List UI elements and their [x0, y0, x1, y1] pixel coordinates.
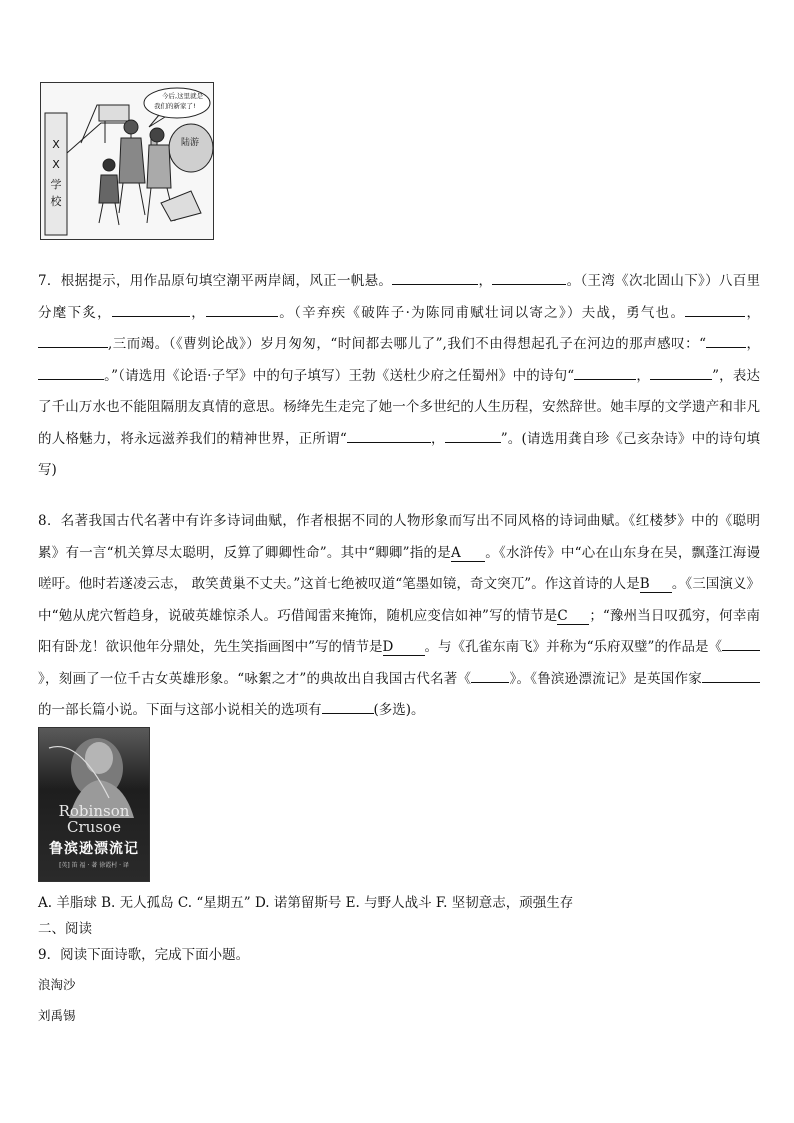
cartoon-school-line4: 校 — [50, 195, 62, 208]
q8-blank-b-label: B — [639, 576, 650, 592]
question-8 — [38, 506, 760, 727]
cartoon-illustration — [40, 82, 214, 240]
q7-text-8: ， — [746, 336, 761, 352]
q8-blank-c[interactable] — [557, 608, 589, 625]
q7-text-6: ， — [745, 304, 761, 321]
cartoon-speech-line2: 我们的新家了! — [154, 102, 196, 110]
q7-text-13: ”。(请选用龚自珍《己亥杂诗》中的诗句填写) — [38, 430, 761, 478]
q8-text-2: 。《水浒传》中“心在山东身在吴，飘蓬江海谩嗟吁。他时若遂凌云志， 敢笑黄巢不丈夫。”这首七绝被叹道“笔墨如镜，奇文突兀”。作这首诗的人是 — [38, 544, 760, 592]
q8-blank-b[interactable] — [640, 576, 672, 593]
q7-blank-6[interactable] — [38, 347, 108, 348]
q7-blank-12[interactable] — [445, 442, 501, 443]
q7-blank-4[interactable] — [206, 316, 278, 317]
book-cover-title-en: Robinson Crusoe — [58, 802, 130, 836]
q7-text-5: 。（辛弃疾《破阵子·为陈同甫赋壮词以寄之》）夫战，勇气也。 — [278, 304, 686, 321]
q7-text-4: ， — [189, 304, 206, 321]
q8-blank-a[interactable] — [451, 545, 485, 562]
q8-blank-e[interactable] — [722, 650, 760, 651]
q8-text-9: (多选)。 — [373, 702, 425, 718]
cartoon-school-line1: X — [52, 138, 60, 151]
cartoon-speech-line1: 今后,这里就是 — [162, 92, 204, 100]
section-reading-heading: 二、阅读 — [38, 921, 92, 937]
q8-text-3: 。《三国演义》中“勉从虎穴暂趋身，说破英雄惊杀人。巧借闻雷来掩饰，随机应变信如神”写的情节是 — [38, 576, 761, 624]
q8-options: A. 羊脂球 B. 无人孤岛 C. “星期五” D. 诺第留斯号 E. 与野人战斗 F. 坚韧意志，顽强生存 — [38, 895, 574, 911]
q8-text-8: 的一部长篇小说。下面与这部小说相关的选项有 — [38, 702, 322, 718]
q8-text-1: 8．名著我国古代名著中有许多诗词曲赋，作者根据不同的人物形象而写出不同风格的诗词曲赋。《红楼梦》中的《聪明累》有一言“机关算尽太聪明，反算了卿卿性命”。其中“卿卿”指的是 — [38, 513, 760, 561]
q8-blank-a-label: A — [451, 544, 461, 561]
q7-text-7: ,三而竭。（《曹刿论战》）岁月匆匆，“时间都去哪儿了”,我们不由得想起孔子在河边的那声感叹：“ — [108, 336, 707, 352]
question-7 — [38, 266, 760, 487]
q7-blank-8[interactable] — [38, 379, 104, 380]
q8-blank-g[interactable] — [702, 682, 760, 683]
q8-blank-d[interactable] — [383, 639, 425, 656]
q8-blank-h[interactable] — [322, 713, 374, 714]
q7-blank-2[interactable] — [492, 284, 566, 285]
q7-blank-9[interactable] — [574, 379, 636, 380]
q7-text-12: ， — [430, 430, 445, 447]
q7-blank-11[interactable] — [347, 442, 431, 443]
q7-text-1: 7．根据提示，用作品原句填空潮平两岸阔，风正一帆悬。 — [38, 273, 393, 289]
q7-blank-1[interactable] — [392, 284, 478, 285]
q7-text-3: 。（王湾《次北固山下》）八百里分麾下炙， — [38, 273, 761, 321]
q8-text-4: ；“豫州当日叹孤穷，何幸南阳有卧龙！欲识他年分鼎处，先生笑指画图中”写的情节是 — [38, 607, 760, 655]
q7-blank-7[interactable] — [706, 347, 746, 348]
q8-blank-f[interactable] — [471, 682, 509, 683]
book-cover-title-cn: 鲁滨逊漂流记 — [49, 841, 139, 857]
q7-blank-3[interactable] — [112, 316, 190, 317]
book-cover-credit: [英] 笛 福 · 著 徐霞村 · 译 — [59, 862, 129, 869]
q7-text-9: 。”（请选用《论语·子罕》中的句子填写）王勃《送杜少府之任蜀州》中的诗句“ — [104, 367, 575, 384]
q7-blank-10[interactable] — [650, 379, 712, 380]
q8-text-6: 》，刻画了一位千古女英雄形象。“咏絮之才”的典故出自我国古代名著《 — [38, 670, 472, 687]
q8-blank-d-label: D — [382, 639, 394, 655]
q7-text-10: ， — [636, 367, 651, 384]
poem-author: 刘禹锡 — [38, 1008, 76, 1023]
question-9: 9．阅读下面诗歌，完成下面小题。 — [38, 947, 250, 963]
cartoon-drawing — [41, 83, 213, 239]
cartoon-bag-label: 陆游 — [181, 138, 200, 148]
poem-title: 浪淘沙 — [38, 977, 76, 992]
q7-text-2: ， — [478, 273, 493, 289]
q8-text-7: 》。《鲁滨逊漂流记》是英国作家 — [509, 670, 703, 687]
cartoon-school-line3: 学 — [50, 178, 62, 191]
q7-blank-5[interactable] — [685, 316, 745, 317]
book-cover-image — [38, 727, 150, 882]
q8-text-5: 。与《孔雀东南飞》并称为“乐府双璧”的作品是《 — [424, 639, 722, 655]
q7-text-11: ”，表达了千山万水也不能阻隔朋友真情的意思。杨绛先生走完了她一个多世纪的人生历程，安然辞世。她丰厚的文学遗产和非凡的人格魅力，将永远滋养我们的精神世界，正所谓“ — [38, 367, 761, 447]
cartoon-school-line2: X — [52, 158, 60, 171]
q8-blank-c-label: C — [557, 607, 568, 624]
